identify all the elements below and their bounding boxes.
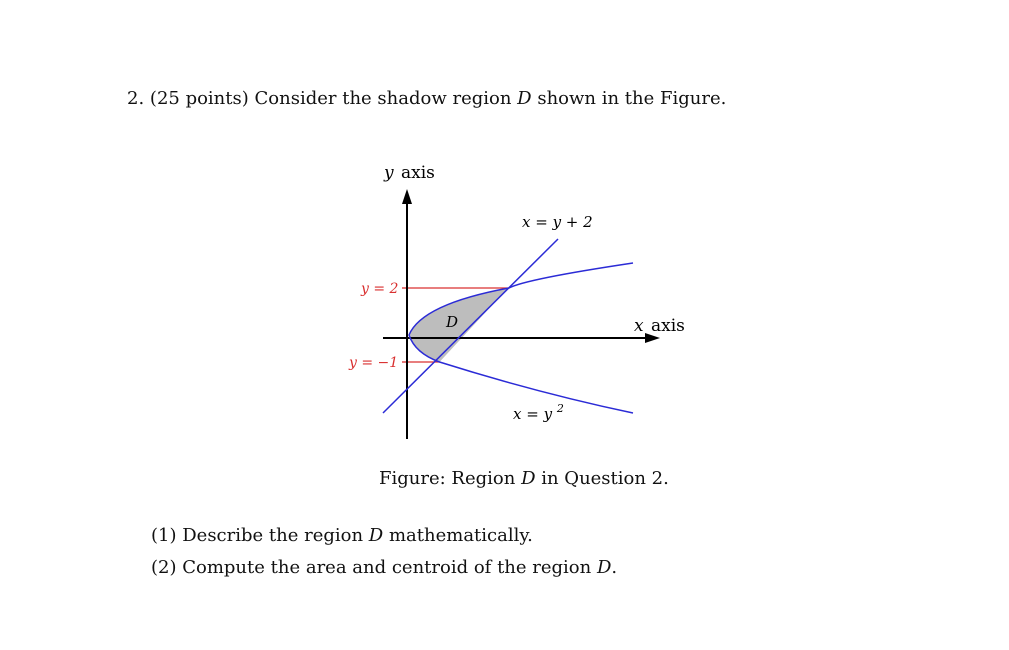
problem-number: 2. xyxy=(127,88,145,109)
problem-points: (25 points) xyxy=(149,88,249,109)
task-symbol: D xyxy=(596,557,612,578)
task-number: (1) xyxy=(151,525,177,546)
caption-prefix: Figure: Region xyxy=(379,468,516,489)
caption-suffix: in Question 2. xyxy=(541,468,669,489)
upper-bound-label: y = 2 xyxy=(361,281,399,297)
y-axis-arrowhead xyxy=(402,189,412,204)
parabola-equation-label: x = y $^2$ xyxy=(513,402,564,423)
task-item-1 xyxy=(151,524,617,556)
region-d-fill xyxy=(409,288,508,362)
problem-text-after: shown in the Figure. xyxy=(537,88,727,109)
region-label: D xyxy=(446,313,459,331)
task-list xyxy=(151,524,617,588)
problem-text-before: Consider the shadow region xyxy=(254,88,512,109)
x-axis-label: x axis xyxy=(634,316,685,336)
lower-bound-label: y = −1 xyxy=(349,355,399,371)
line-equation-label: x = y + 2 xyxy=(522,213,593,231)
caption-symbol: D xyxy=(521,468,536,489)
task-text-after: mathematically. xyxy=(388,525,533,546)
task-text-after: . xyxy=(611,557,618,578)
task-symbol: D xyxy=(368,525,384,546)
line-curve xyxy=(383,239,558,413)
task-text: Describe the region xyxy=(182,525,364,546)
task-number: (2) xyxy=(151,557,177,578)
y-axis-label: y axis xyxy=(384,163,435,183)
task-text: Compute the area and centroid of the region xyxy=(182,557,592,578)
region-symbol: D xyxy=(517,88,532,109)
figure-caption xyxy=(379,468,669,489)
task-item-2 xyxy=(151,556,617,588)
